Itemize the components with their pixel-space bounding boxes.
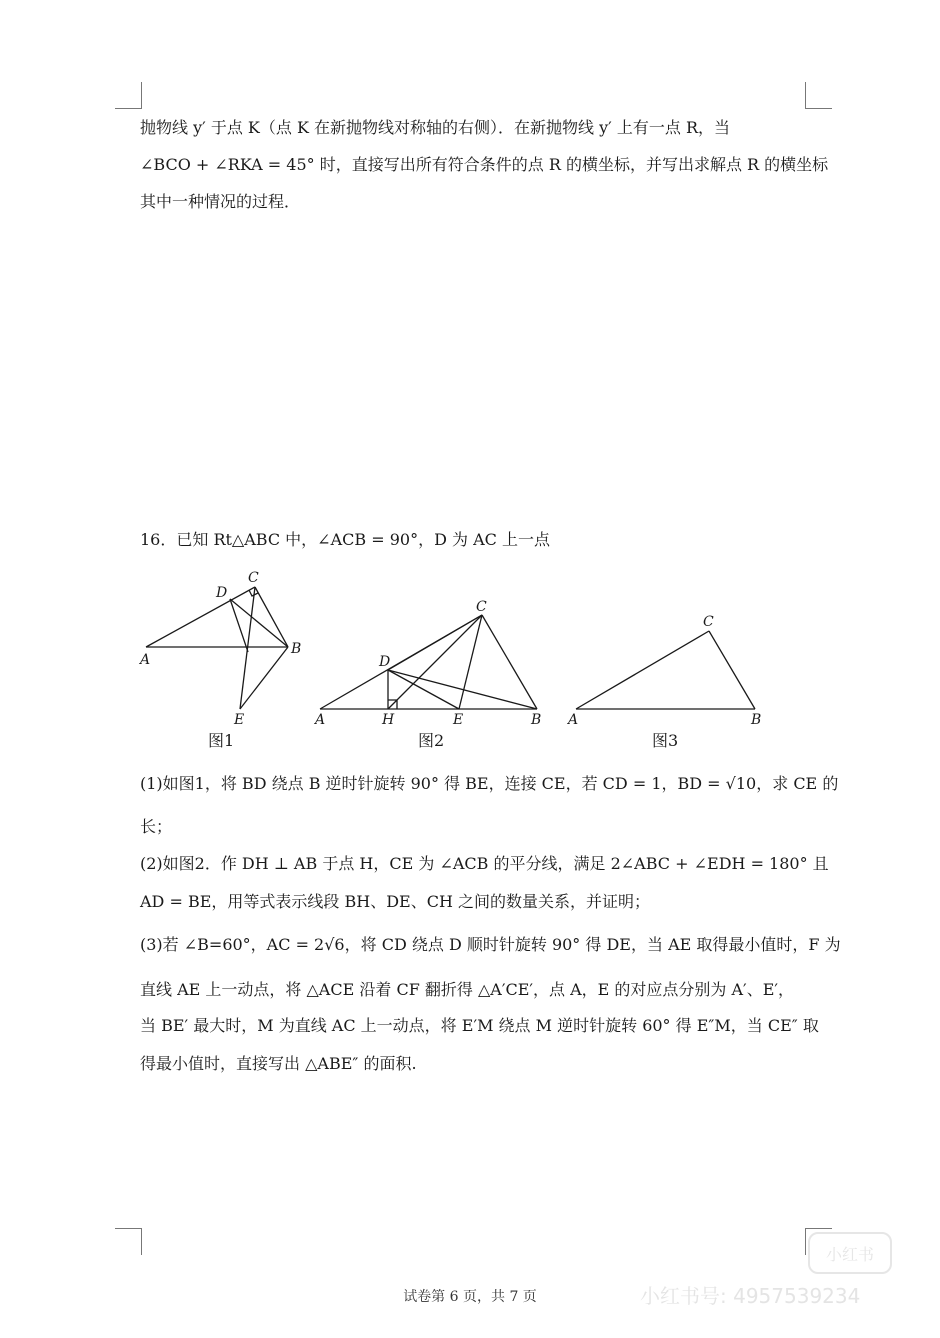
fig3-point-c: C	[703, 614, 714, 630]
fig3-point-b: B	[751, 712, 762, 728]
question-16-stem: 16．已知 Rt△ABC 中，∠ACB = 90°，D 为 AC 上一点	[140, 530, 550, 549]
figure-1-label: 图1	[208, 731, 235, 750]
fig1-segment-ac	[146, 587, 255, 647]
fig1-point-d: D	[216, 585, 228, 601]
watermark-logo: 小红书	[808, 1232, 892, 1274]
figure-2-diagram	[310, 590, 550, 730]
watermark-text: 小红书号: 4957539234	[640, 1284, 861, 1308]
prev-question-line-3: 其中一种情况的过程．	[140, 192, 301, 211]
part-2-line-2: AD = BE，用等式表示线段 BH、DE、CH 之间的数量关系，并证明；	[140, 892, 650, 911]
figure-1-diagram	[130, 560, 320, 730]
fig3-segment-ac	[576, 631, 709, 709]
fig1-segment-ce	[240, 587, 255, 709]
part-1-line-1: (1)如图1，将 BD 绕点 B 逆时针旋转 90° 得 BE，连接 CE，若 CD = 1，BD = √10，求 CE 的	[140, 774, 839, 793]
fig1-point-a: A	[140, 652, 151, 668]
fig1-point-c: C	[248, 570, 259, 586]
fig2-segment-de	[388, 670, 459, 709]
figure-3-label: 图3	[652, 731, 679, 750]
fig1-segment-cb	[255, 587, 288, 647]
fig2-point-e: E	[453, 712, 464, 728]
fig3-point-a: A	[568, 712, 579, 728]
fig2-point-d: D	[379, 654, 391, 670]
part-3-line-1: (3)若 ∠B=60°，AC = 2√6，将 CD 绕点 D 顺时针旋转 90° 得 DE，当 AE 取得最小值时，F 为	[140, 935, 841, 954]
fig2-segment-ce	[459, 615, 482, 709]
fig1-segment-be	[240, 647, 288, 709]
fig2-segment-db	[388, 670, 537, 709]
fig2-point-h: H	[382, 712, 395, 728]
figure-3-diagram	[565, 605, 775, 730]
page-corner-mark-bottom-left	[115, 1228, 142, 1255]
page-footer: 试卷第 6 页，共 7 页	[403, 1289, 537, 1305]
part-3-line-2: 直线 AE 上一动点，将 △ACE 沿着 CF 翻折得 △A′CE′，点 A，E 的对应点分别为 A′、E′，	[140, 980, 795, 999]
part-3-line-3: 当 BE′ 最大时，M 为直线 AC 上一动点，将 E′M 绕点 M 逆时针旋转 60° 得 E″M，当 CE″ 取	[140, 1016, 819, 1035]
fig1-point-e: E	[234, 712, 245, 728]
part-2-line-1: (2)如图2．作 DH ⊥ AB 于点 H，CE 为 ∠ACB 的平分线，满足 2∠ABC + ∠EDH = 180° 且	[140, 854, 829, 873]
figure-2-label: 图2	[418, 731, 445, 750]
page-corner-mark-top-left	[115, 82, 142, 109]
fig2-segment-cb	[482, 615, 537, 709]
part-1-line-2: 长；	[140, 817, 173, 836]
prev-question-line-1: 抛物线 y′ 于点 K（点 K 在新抛物线对称轴的右侧）．在新抛物线 y′ 上有一点 R，当	[140, 118, 730, 137]
fig3-segment-cb	[709, 631, 755, 709]
fig1-point-b: B	[291, 641, 302, 657]
page-corner-mark-top-right	[805, 82, 832, 109]
part-3-line-4: 得最小值时，直接写出 △ABE″ 的面积.	[140, 1054, 417, 1073]
fig2-point-c: C	[476, 599, 487, 615]
fig2-point-a: A	[315, 712, 326, 728]
fig2-point-b: B	[531, 712, 542, 728]
prev-question-line-2: ∠BCO + ∠RKA = 45° 时，直接写出所有符合条件的点 R 的横坐标，并写出求解点 R 的横坐标	[140, 155, 829, 174]
